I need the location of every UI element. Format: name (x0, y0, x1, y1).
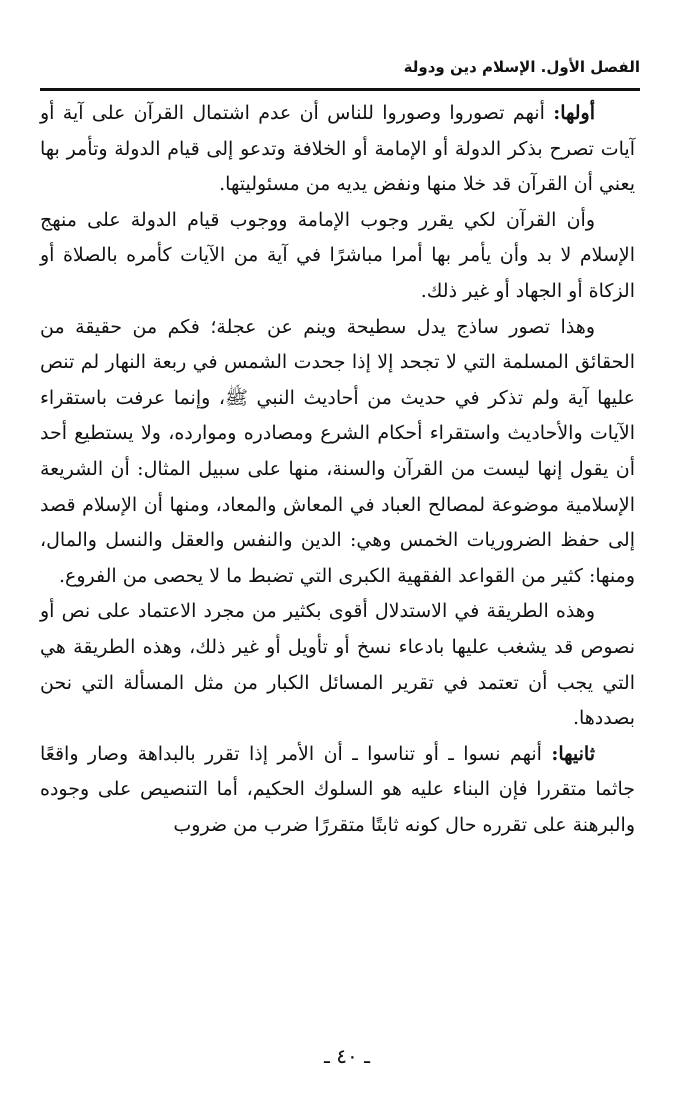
page-number: ـ ٤٠ ـ (324, 1044, 370, 1068)
running-header: الفصل الأول. الإسلام دين ودولة (403, 58, 640, 76)
paragraph-3 (40, 310, 635, 595)
paragraph-5-text: أنهم نسوا ـ أو تناسوا ـ أن الأمر إذا تقرر بالبداهة وصار واقعًا جاثما متقررا فإن البناء عليه هو السلوك الحكيم، أما التنصيص على وجوده والبرهنة على تقرره حال كونه ثابتًا متقررًا ضرب من ضروب (40, 742, 635, 836)
paragraph-2-text: وأن القرآن لكي يقرر وجوب الإمامة ووجوب قيام الدولة على منهج الإسلام لا بد وأن يأمر بها أمرا مباشرًا في آية من الآيات كأمره بالصلاة أو الزكاة أو الجهاد أو غير ذلك. (40, 208, 635, 302)
paragraph-5-lead: ثانيها: (551, 742, 595, 765)
paragraph-2 (40, 203, 635, 310)
header-rule (40, 88, 640, 91)
paragraph-1 (40, 96, 635, 203)
paragraph-1-text: أنهم تصوروا وصوروا للناس أن عدم اشتمال القرآن على آية أو آيات تصرح بذكر الدولة أو الإمامة أو الخلافة وتدعو إلى قيام الدولة وتأمر بها يعني أن القرآن قد خلا منها ونفض يديه من مسئوليتها. (40, 102, 635, 196)
paragraph-3-text: وهذا تصور ساذج يدل سطيحة وينم عن عجلة؛ فكم من حقيقة من الحقائق المسلمة التي لا تجحد إلا إذا جحدت الشمس في ربعة النهار لم تنص عليها آية ولم تذكر في حديث من أحاديث النبي ﷺ، وإنما عرفت باستقراء الآيات والأحاديث واستقراء أحكام الشرع ومصادره وموارده، ولا يستطيع أحد أن يقول إنها ليست من القرآن والسنة، منها على سبيل المثال: أن الشريعة الإسلامية موضوعة لمصالح العباد في المعاش والمعاد، ومنها أن الإسلام قصد إلى حفظ الضروريات الخمس وهي: الدين والنفس والعقل والنسل والمال، ومنها: كثير من القواعد الفقهية الكبرى التي تضبط ما لا يحصى من الفروع. (40, 315, 635, 587)
paragraph-4-text: وهذه الطريقة في الاستدلال أقوى بكثير من مجرد الاعتماد على نص أو نصوص قد يشغب عليها بادعاء نسخ أو تأويل أو غير ذلك، وهذه الطريقة هي التي يجب أن تعتمد في تقرير المسائل الكبار من مثل المسألة التي نحن بصددها. (40, 600, 635, 730)
paragraph-4 (40, 594, 635, 736)
page-body (40, 96, 635, 1041)
paragraph-5 (40, 737, 635, 844)
paragraph-1-lead: أولها: (553, 102, 595, 124)
